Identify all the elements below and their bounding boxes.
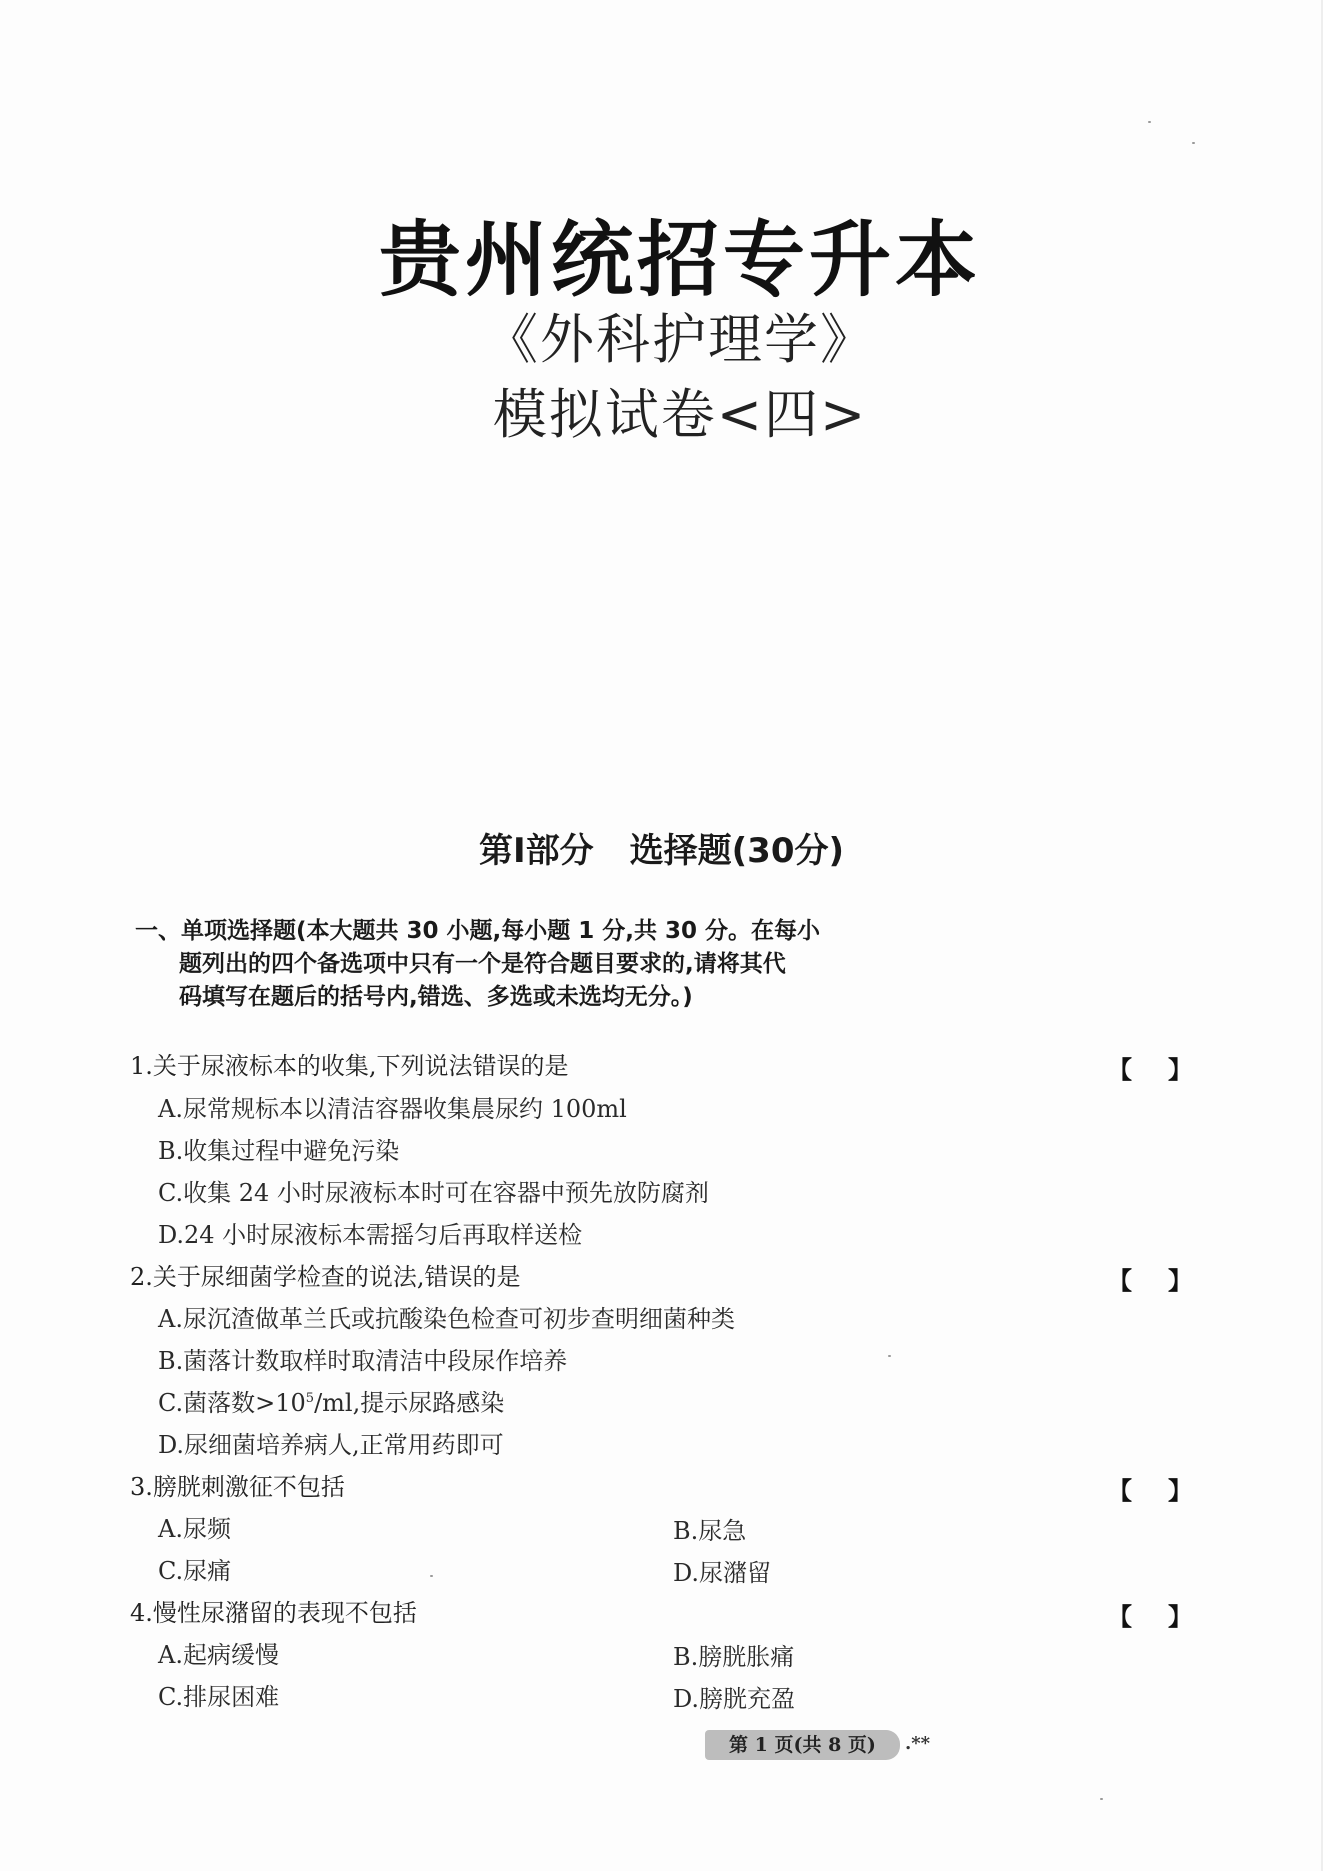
scan-speck	[1148, 121, 1151, 123]
answer-bracket-4[interactable]: 【 】	[1108, 1603, 1192, 1631]
question-4-option-b: B.膀胱胀痛	[673, 1643, 795, 1671]
answer-bracket-2[interactable]: 【 】	[1108, 1267, 1192, 1295]
scan-speck	[430, 1575, 433, 1577]
question-1-option-b: B.收集过程中避免污染	[158, 1137, 400, 1165]
instructions-line-2: 题列出的四个备选项中只有一个是符合题目要求的,请将其代	[179, 951, 786, 977]
part-heading	[0, 823, 1323, 872]
question-3-option-c: C.尿痛	[158, 1557, 232, 1585]
answer-bracket-3[interactable]: 【 】	[1108, 1477, 1192, 1505]
question-2-option-b: B.菌落计数取样时取清洁中段尿作培养	[158, 1347, 568, 1375]
instructions-line-3: 码填写在题后的括号内,错选、多选或未选均无分。)	[179, 984, 693, 1010]
page-number: 第 1 页(共 8 页)	[705, 1730, 900, 1760]
exam-title: 贵州统招专升本	[378, 213, 981, 308]
question-4-option-a: A.起病缓慢	[158, 1641, 279, 1669]
question-3: 3.膀胱刺激征不包括	[130, 1473, 345, 1501]
question-1: 1.关于尿液标本的收集,下列说法错误的是	[130, 1052, 569, 1080]
question-2-option-d: D.尿细菌培养病人,正常用药即可	[158, 1431, 504, 1459]
exam-paper-name: 模拟试卷<四>	[492, 383, 868, 446]
question-2: 2.关于尿细菌学检查的说法,错误的是	[130, 1263, 521, 1291]
question-2-option-a: A.尿沉渣做革兰氏或抗酸染色检查可初步查明细菌种类	[158, 1305, 735, 1333]
section-instructions	[135, 915, 895, 1014]
part-title: 选择题(30分)	[629, 831, 845, 871]
question-3-option-d: D.尿潴留	[673, 1559, 772, 1587]
question-4-option-c: C.排尿困难	[158, 1683, 280, 1711]
question-1-option-d: D.24 小时尿液标本需摇匀后再取样送检	[158, 1221, 583, 1249]
question-3-option-b: B.尿急	[673, 1517, 747, 1545]
footer-mark: .**	[905, 1733, 931, 1754]
question-1-option-a: A.尿常规标本以清洁容器收集晨尿约 100ml	[158, 1095, 627, 1123]
question-4: 4.慢性尿潴留的表现不包括	[130, 1599, 417, 1627]
question-4-option-d: D.膀胱充盈	[673, 1685, 796, 1713]
scan-speck	[1100, 1798, 1103, 1800]
instructions-line-1: 一、单项选择题(本大题共 30 小题,每小题 1 分,共 30 分。在每小	[135, 918, 821, 944]
exam-subject: 《外科护理学》	[484, 308, 876, 371]
question-1-option-c: C.收集 24 小时尿液标本时可在容器中预先放防腐剂	[158, 1179, 709, 1207]
part-label: 第Ⅰ部分	[478, 831, 594, 871]
scan-speck	[888, 1355, 891, 1357]
answer-bracket-1[interactable]: 【 】	[1108, 1056, 1192, 1084]
question-3-option-a: A.尿频	[158, 1515, 231, 1543]
scan-speck	[1192, 142, 1195, 144]
question-2-option-c: C.菌落数$>10^5/ml$,提示尿路感染	[158, 1389, 505, 1417]
